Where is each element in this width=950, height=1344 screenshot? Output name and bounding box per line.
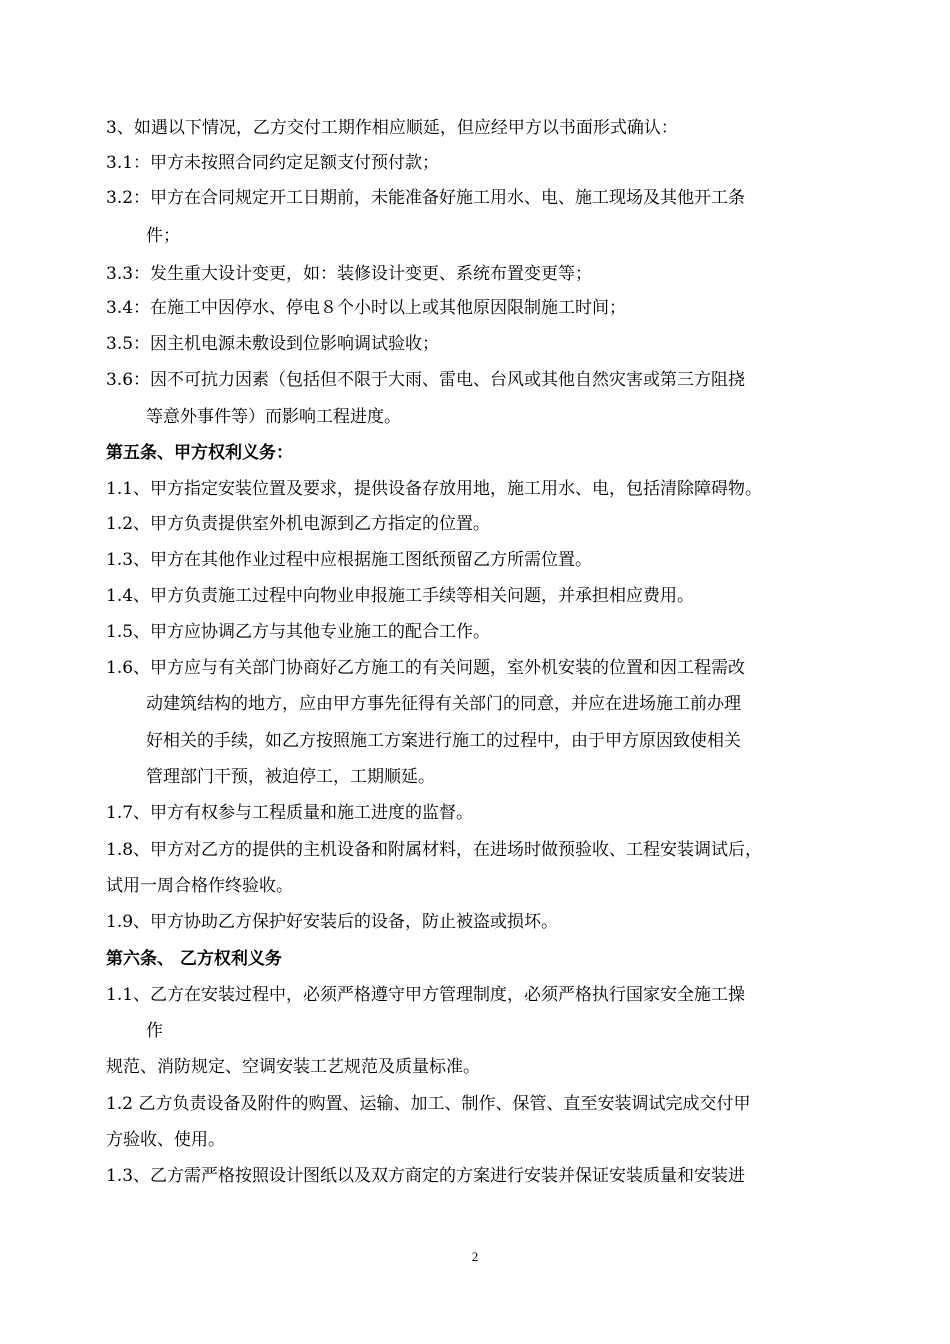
text-line: 动建筑结构的地方，应由甲方事先征得有关部门的同意，并应在进场施工前办理 <box>146 694 741 714</box>
text-line: 3.6：因不可抗力因素（包括但不限于大雨、雷电、台风或其他自然灾害或第三方阻挠 <box>106 370 746 390</box>
page-number: 2 <box>471 1249 479 1264</box>
section-heading: 第五条、甲方权利义务： <box>106 443 293 463</box>
text-line: 好相关的手续，如乙方按照施工方案进行施工的过程中，由于甲方原因致使相关 <box>146 731 741 751</box>
text-line: 1.6、甲方应与有关部门协商好乙方施工的有关问题，室外机安装的位置和因工程需改 <box>106 658 746 678</box>
text-line: 3.4：在施工中因停水、停电８个小时以上或其他原因限制施工时间； <box>106 298 627 318</box>
text-line: 方验收、使用。 <box>106 1130 225 1150</box>
text-line: 管理部门干预，被迫停工，工期顺延。 <box>146 767 435 787</box>
text-line: 1.1、乙方在安装过程中，必须严格遵守甲方管理制度，必须严格执行国家安全施工操 <box>106 985 746 1005</box>
text-line: 件； <box>146 226 180 246</box>
text-line: 试用一周合格作终验收。 <box>106 876 293 896</box>
text-line: 规范、消防规定、空调安装工艺规范及质量标准。 <box>106 1057 480 1077</box>
text-line: 3.3：发生重大设计变更，如：装修设计变更、系统布置变更等； <box>106 264 593 284</box>
text-line: 3.2：甲方在合同规定开工日期前，未能准备好施工用水、电、施工现场及其他开工条 <box>106 188 746 208</box>
text-line: 等意外事件等）而影响工程进度。 <box>146 407 401 427</box>
text-line: 3.5：因主机电源未敷设到位影响调试验收； <box>106 334 440 354</box>
text-line: 1.3、乙方需严格按照设计图纸以及双方商定的方案进行安装并保证安装质量和安装进 <box>106 1166 746 1186</box>
text-line: 1.9、甲方协助乙方保护好安装后的设备，防止被盗或损坏。 <box>106 912 559 932</box>
text-line: 1.7、甲方有权参与工程质量和施工进度的监督。 <box>106 803 474 823</box>
text-line: 1.4、甲方负责施工过程中向物业申报施工手续等相关问题，并承担相应费用。 <box>106 586 695 606</box>
text-line: 1.8、甲方对乙方的提供的主机设备和附属材料，在进场时做预验收、工程安装调试后， <box>106 840 763 860</box>
text-line: 3.1：甲方未按照合同约定足额支付预付款； <box>106 153 440 173</box>
text-line: 3、如遇以下情况，乙方交付工期作相应顺延，但应经甲方以书面形式确认： <box>106 118 678 138</box>
text-line: 1.1、甲方指定安装位置及要求，提供设备存放用地，施工用水、电，包括清除障碍物。 <box>106 479 763 499</box>
text-line: 1.2、甲方负责提供室外机电源到乙方指定的位置。 <box>106 514 491 534</box>
text-line: 1.2 乙方负责设备及附件的购置、运输、加工、制作、保管、直至安装调试完成交付甲 <box>106 1094 751 1114</box>
section-heading: 第六条、 乙方权利义务 <box>106 949 282 969</box>
text-line: 1.5、甲方应协调乙方与其他专业施工的配合工作。 <box>106 622 491 642</box>
text-line: 1.3、甲方在其他作业过程中应根据施工图纸预留乙方所需位置。 <box>106 550 593 570</box>
text-line: 作 <box>146 1021 163 1041</box>
